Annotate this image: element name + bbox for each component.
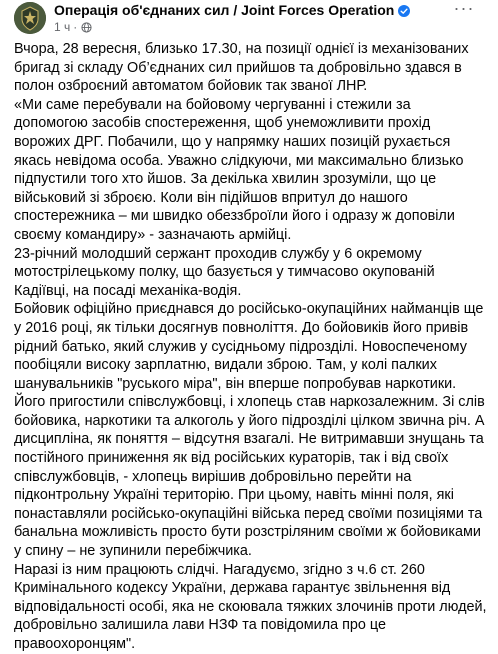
post-body [14,40,488,654]
post-header [0,0,498,44]
post-timestamp[interactable]: 1 ч [54,20,71,34]
globe-icon[interactable] [81,22,92,33]
meta-separator: · [73,20,78,34]
post-paragraph: Наразі із ним працюють слідчі. Нагадуємо, згідно з ч.6 ст. 260 Кримінального кодексу України, держава гарантує звільнення від відповідальності особі, яка не скоювала тяжких злочинів проти людей, добровільно залишила лави НЗФ та повідомила про це правоохоронцям". [14,561,487,652]
post-paragraph: «Ми саме перебували на бойовому чергуванні і стежили за допомогою засобів спостереження, щоб унеможливити прохід ворожих ДРГ. Побачили, що у напрямку наших позицій рухається якась невідома особа. Уважно слідкуючи, ми максимально близько підпустили того хто йшов. За декілька хвилин зрозуміли, що це військовий зі зброєю. Коли він підійшов впритул до нашого спостережника – ми швидко обеззброїли його і одразу ж доповіли своєму командиру» - зазначають армійці. [14,96,464,243]
page-name-line [54,2,410,18]
military-emblem-icon [14,2,46,34]
page-name[interactable]: Операція об'єднаних сил / Joint Forces Operation [54,2,395,18]
post-paragraph: Бойовик офіційно приєднався до російсько-окупаційних найманців ще у 2016 році, як тільки досягнув повноліття. До бойовиків його привів рідний батько, який служив у сусідньому підрозділі. Новоспеченому пообіцяли високу зарплатню, видали зброю. Там, у колі палких шанувальників "руського міра", він вперше попробував наркотики. Його пригостили співслужбовці, і хлопець став наркозалежним. Зі слів бойовика, наркотики та алкоголь у його підрозділі цілком звична річ. А дисципліна, як поняття – відсутня взагалі. Не витримавши знущань та постійного приниження як від російських кураторів, так і від своїх співслужбовців, - хлопець вирішив добровільно перейти на підконтрольну Україні територію. При цьому, навіть мінні поля, які понаставляли російсько-окупаційні війська перед своїми позиціями та банальна можливість просто бути розстріляним своїми ж бойовиками у спину – не зупинили перебіжчика. [14,301,485,560]
post-paragraph: Вчора, 28 вересня, близько 17.30, на позиції однієї із механізованих бригад зі складу Об’єднаних сил прийшов та добровільно здався в полон озброєний автоматом бойовик так званої ЛНР. [14,41,469,95]
post-paragraph: 23-річний молодший сержант проходив службу у 6 окремому мотострілецькому полку, що базується у тимчасово окупованій Кадіївці, на посаді механіка-водія. [14,245,435,299]
verified-badge-icon [398,4,410,16]
more-options-icon[interactable]: ··· [453,0,475,18]
page-avatar[interactable] [14,2,46,34]
post-meta [54,20,92,34]
